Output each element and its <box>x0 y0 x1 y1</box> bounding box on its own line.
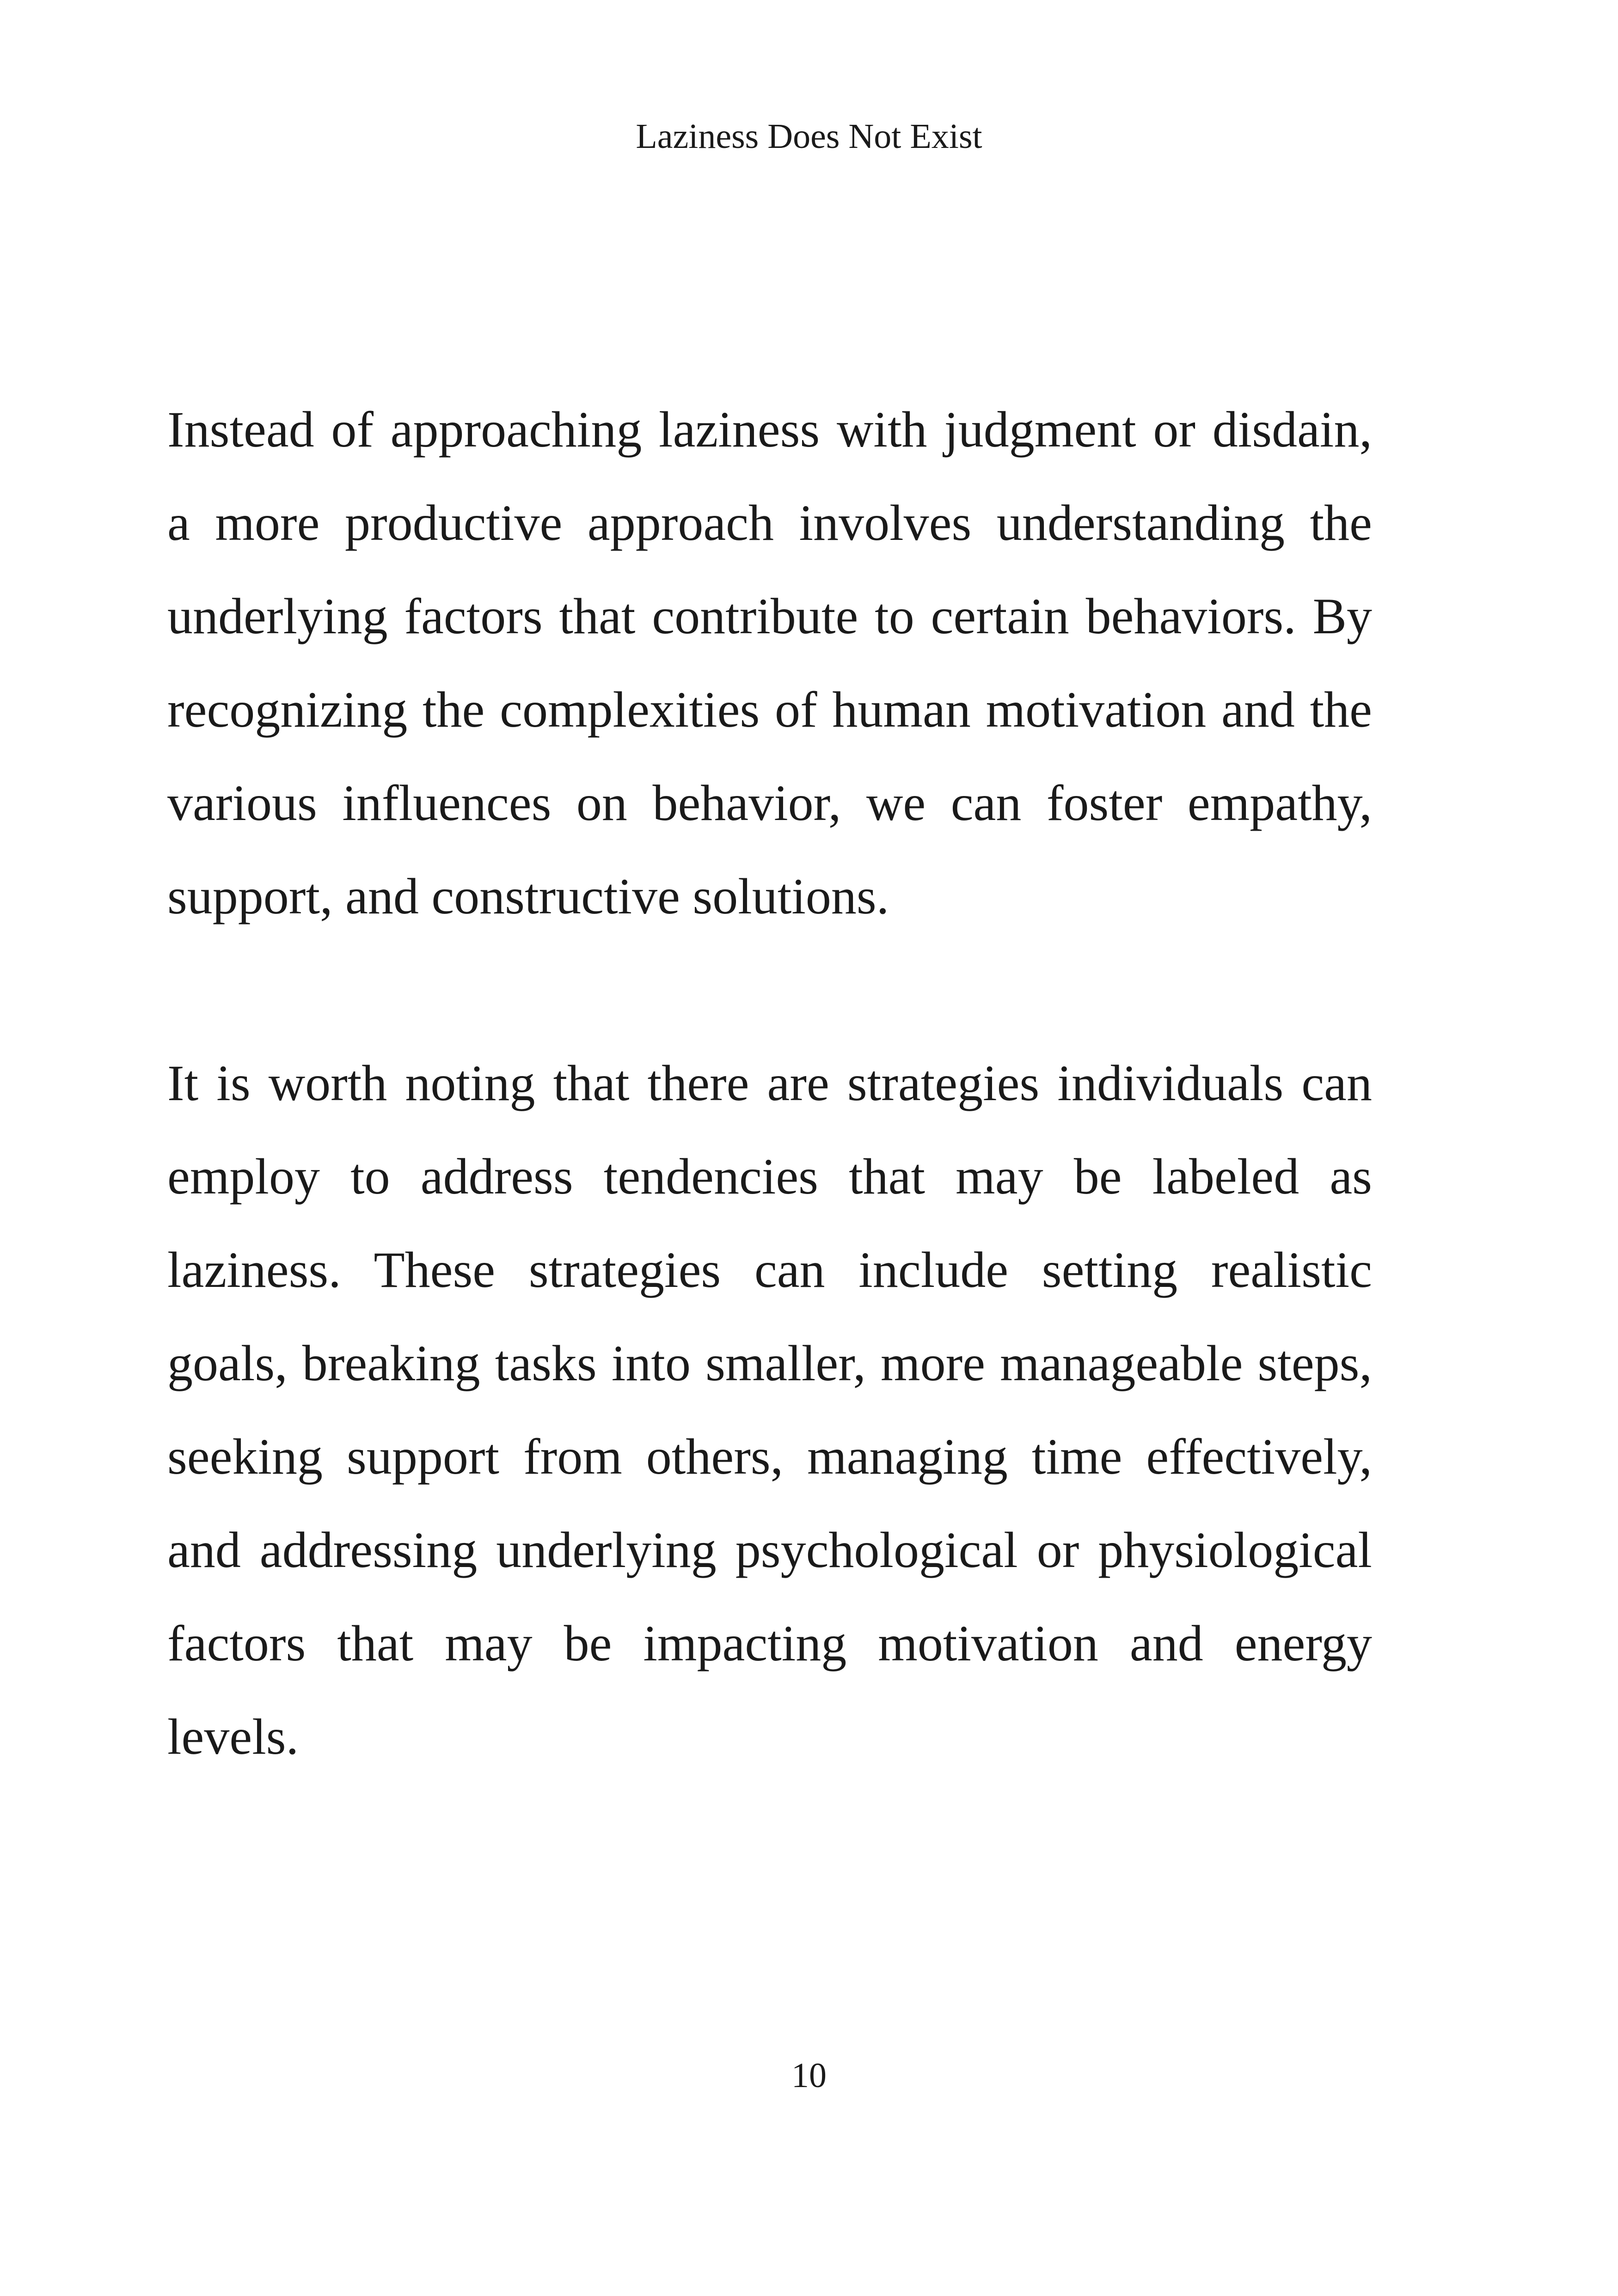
page-number: 10 <box>791 2056 827 2095</box>
body-text <box>167 383 1372 1783</box>
paragraph: It is worth noting that there are strategies individuals can employ to address tendencies that may be labeled as laziness. These strategies can include setting realistic goals, breaking tasks into smaller, more manageable steps, seeking support from others, managing time effectively, and addressing underlying psychological or physiological factors that may be impacting motivation and energy levels. <box>167 1055 1372 1765</box>
running-header: Laziness Does Not Exist <box>636 117 982 156</box>
paragraph: Instead of approaching laziness with judgment or disdain, a more productive approach involves understanding the underlying factors that contribute to certain behaviors. By recognizing the complexities of human motivation and the various influences on behavior, we can foster empathy, support, and constructive solutions. <box>167 401 1372 925</box>
